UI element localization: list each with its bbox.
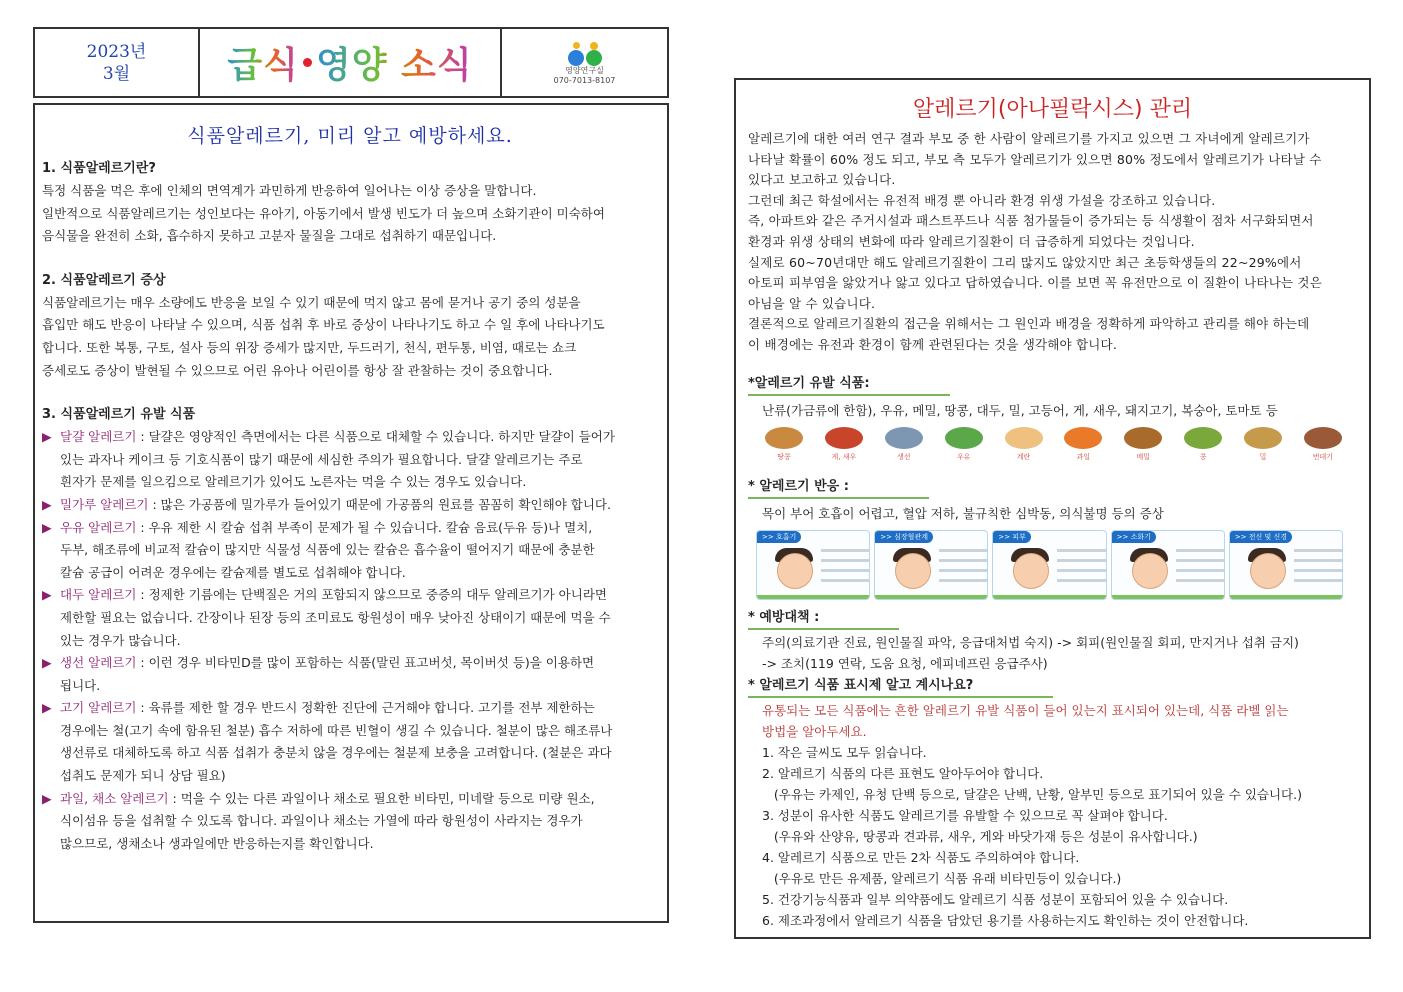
allergy-item-text: 섭취도 문제가 되니 상담 필요) xyxy=(60,768,226,784)
paragraph-line: 일반적으로 식품알레르기는 성인보다는 유아기, 아동기에서 발생 빈도가 더 높으며 소화기관이 미숙하여 xyxy=(42,205,605,221)
child-illustration-icon xyxy=(1250,553,1286,589)
left-title: 식품알레르기, 미리 알고 예방하세요. xyxy=(187,125,513,147)
food-image-icon xyxy=(825,427,863,449)
symptom-card xyxy=(1111,530,1225,600)
intro-line: 있다고 보고하고 있습니다. xyxy=(748,172,896,188)
label-warning-line: 방법을 알아두세요. xyxy=(762,723,867,739)
food-label: 번데기 xyxy=(1312,452,1334,461)
prevention-body xyxy=(748,632,1357,674)
food-label: 계란 xyxy=(1016,452,1031,461)
intro-line: 결론적으로 알레르기질환의 접근을 위해서는 그 원인과 배경을 정확하게 파악하고 관리를 해야 하는데 xyxy=(748,316,1310,332)
symptom-text-line xyxy=(1057,579,1106,582)
food-label: 생선 xyxy=(896,452,911,461)
card-underline xyxy=(875,595,987,599)
intro-line: 나타날 확률이 60% 정도 되고, 부모 측 모두가 알레르기가 있으면 80% 정도에서 알레르기가 나타날 수 xyxy=(748,151,1322,167)
symptom-text-line xyxy=(1176,569,1225,572)
food-item xyxy=(1000,427,1048,471)
allergy-item-label: 우유 알레르기 xyxy=(60,519,137,535)
symptom-text-line xyxy=(939,579,988,582)
symptom-text-line xyxy=(1294,569,1343,572)
symptom-card-tag: >> 호흡기 xyxy=(757,531,801,543)
symptom-card-tag: >> 전신 및 신경 xyxy=(1230,531,1292,543)
allergy-item-text: : 육류를 제한 할 경우 반드시 정확한 진단에 근거해야 합니다. 고기를 전부 제한하는 xyxy=(136,700,595,716)
symptom-text-line xyxy=(821,569,870,572)
allergy-item-text: 경우에는 철(고기 속에 함유된 철분) 흡수 저하에 따른 빈혈이 생길 수 있습니다. 철분이 많은 해조류나 xyxy=(60,722,613,738)
food-item xyxy=(1299,427,1347,471)
label-warning-line: 유통되는 모든 식품에는 흔한 알레르기 유발 식품이 들어 있는지 표시되어 있는데, 식품 라벨 읽는 xyxy=(762,702,1289,718)
symptom-illustrations xyxy=(756,530,1343,600)
right-title: 알레르기(아나필락시스) 관리 xyxy=(912,97,1193,122)
paragraph-line: 증세로도 증상이 발현될 수 있으므로 어린 유아나 어린이를 항상 잘 관찰하는 것이 중요합니다. xyxy=(42,362,553,378)
symptom-text-line xyxy=(939,569,988,572)
allergy-item xyxy=(42,426,658,494)
logo-icon xyxy=(568,40,602,66)
food-item xyxy=(1239,427,1287,471)
section-1-heading: 1. 식품알레르기란? xyxy=(42,161,156,176)
allergy-item xyxy=(42,697,658,787)
child-illustration-icon xyxy=(777,553,813,589)
paragraph-line: 음식물을 완전히 소화, 흡수하지 못하고 고분자 물질을 그대로 섭취하기 때문입니다. xyxy=(42,228,497,244)
reaction-heading: * 알레르기 반응 : xyxy=(748,477,929,499)
symptom-text-line xyxy=(939,549,988,552)
allergy-item-text: : 우유 제한 시 칼슘 섭취 부족이 문제가 될 수 있습니다. 칼슘 음료(두유 등)나 멸치, xyxy=(136,519,593,535)
label-tip-line: (우유와 산양유, 땅콩과 견과류, 새우, 게와 바닷가재 등은 성분이 유사합니다.) xyxy=(762,828,1198,844)
logo xyxy=(502,29,667,96)
food-label: 과일 xyxy=(1076,452,1091,461)
newsletter-header xyxy=(33,27,669,98)
title-dot-icon xyxy=(303,58,312,67)
allergy-item-text: 칼슘 공급이 어려운 경우에는 칼슘제를 별도로 섭취해야 합니다. xyxy=(60,564,406,580)
reaction-text: 목이 부어 호흡이 어렵고, 혈압 저하, 불규칙한 심박동, 의식불명 등의 증상 xyxy=(762,505,1164,521)
symptom-text-line xyxy=(1176,579,1225,582)
symptom-card xyxy=(756,530,870,600)
food-item xyxy=(940,427,988,471)
symptom-text-line xyxy=(1294,579,1343,582)
allergy-item-label: 밀가루 알레르기 xyxy=(60,496,149,512)
food-item xyxy=(1179,427,1227,471)
symptom-text-line xyxy=(939,559,988,562)
symptom-card xyxy=(874,530,988,600)
card-underline xyxy=(993,595,1105,599)
food-image-icon xyxy=(1064,427,1102,449)
allergy-item-text: : 정제한 기름에는 단백질은 거의 포함되지 않으므로 중증의 대두 알레르기가 아니라면 xyxy=(136,587,607,603)
bullet-marker-icon: ▶ xyxy=(42,587,52,603)
symptom-text-line xyxy=(1176,549,1225,552)
food-allergy-panel xyxy=(33,103,669,923)
food-item xyxy=(1119,427,1167,471)
logo-phone: 070-7013-8107 xyxy=(553,75,616,85)
paragraph-line: 특정 식품을 먹은 후에 인체의 면역계가 과민하게 반응하여 일어나는 이상 증상을 말합니다. xyxy=(42,183,537,198)
issue-year: 2023년 xyxy=(86,41,147,62)
child-illustration-icon xyxy=(1132,553,1168,589)
allergy-item xyxy=(42,494,658,517)
allergy-item-text: 많으므로, 생채소나 생과일에만 반응하는지를 확인합니다. xyxy=(60,835,374,851)
label-tips-list xyxy=(748,742,1357,931)
section-2-heading: 2. 식품알레르기 증상 xyxy=(42,272,166,288)
label-tip-line: (우유는 카제인, 유청 단백 등으로, 달걀은 난백, 난황, 알부민 등으로 표기되어 있을 수 있습니다.) xyxy=(762,786,1302,802)
section-1-body xyxy=(42,180,658,248)
allergy-item-text: 됩니다. xyxy=(60,677,101,693)
bullet-marker-icon: ▶ xyxy=(42,519,52,535)
symptom-text-line xyxy=(1057,569,1106,572)
symptom-text-line xyxy=(821,559,870,562)
child-illustration-icon xyxy=(1013,553,1049,589)
label-tip-line: 1. 작은 글씨도 모두 읽습니다. xyxy=(762,744,927,760)
food-image-icon xyxy=(945,427,983,449)
food-image-icon xyxy=(1304,427,1342,449)
anaphylaxis-panel xyxy=(734,78,1371,939)
allergy-item xyxy=(42,788,658,856)
allergy-item-text: 식이섬유 등을 섭취할 수 있도록 합니다. 과일이나 채소는 가열에 따라 항원성이 사라지는 경우가 xyxy=(60,813,583,829)
food-item xyxy=(1059,427,1107,471)
food-label: 콩 xyxy=(1199,452,1207,461)
label-tip-line: 3. 성분이 유사한 식품도 알레르기를 유발할 수 있으므로 꼭 살펴야 합니다. xyxy=(762,807,1168,823)
bullet-marker-icon: ▶ xyxy=(42,790,52,806)
card-underline xyxy=(757,595,869,599)
allergy-item-text: : 달걀은 영양적인 측면에서는 다른 식품으로 대체할 수 있습니다. 하지만 달걀이 들어가 xyxy=(136,429,615,445)
bullet-marker-icon: ▶ xyxy=(42,655,52,671)
food-image-icon xyxy=(1244,427,1282,449)
label-tip-line: 6. 제조과정에서 알레르기 식품을 담았던 용기를 사용하는지도 확인하는 것이 안전합니다. xyxy=(762,912,1249,928)
label-warning xyxy=(748,700,1357,742)
symptom-text-line xyxy=(1294,559,1343,562)
allergy-item-label: 대두 알레르기 xyxy=(60,587,137,603)
allergy-item-label: 과일, 채소 알레르기 xyxy=(60,790,169,806)
allergy-item xyxy=(42,584,658,652)
food-image-icon xyxy=(1184,427,1222,449)
symptom-card-tag: >> 피부 xyxy=(993,531,1030,543)
intro-line: 아토피 피부염을 앓았거나 앓고 있다고 답하였습니다. 이를 보면 꼭 유전만으로 이 질환이 나타나는 것은 xyxy=(748,275,1322,291)
intro-line: 실제로 60~70년대만 해도 알레르기질환이 그리 많지도 않았지만 최근 초등학생들의 22~29%에서 xyxy=(748,254,1302,270)
child-illustration-icon xyxy=(895,553,931,589)
allergy-item-label: 고기 알레르기 xyxy=(60,700,137,716)
food-label: 땅콩 xyxy=(777,452,791,461)
symptom-text-line xyxy=(1176,559,1225,562)
intro-line: 그런데 최근 학설에서는 유전적 배경 뿐 아니라 환경 위생 가설을 강조하고 있습니다. xyxy=(748,192,1216,208)
label-tip-line: 2. 알레르기 식품의 다른 표현도 알아두어야 합니다. xyxy=(762,765,1044,781)
food-images-row xyxy=(760,427,1347,471)
label-heading: * 알레르기 식품 표시제 알고 계시나요? xyxy=(748,676,1053,698)
symptom-text-line xyxy=(821,579,870,582)
symptom-card-tag: >> 심장혈관계 xyxy=(875,531,933,543)
food-image-icon xyxy=(1124,427,1162,449)
allergy-item-text: : 먹을 수 있는 다른 과일이나 채소로 필요한 비타민, 미네랄 등으로 미량 원소, xyxy=(168,790,595,806)
food-image-icon xyxy=(1005,427,1043,449)
symptom-text-line xyxy=(821,549,870,552)
bullet-marker-icon: ▶ xyxy=(42,496,52,512)
foods-text: 난류(가금류에 한함), 우유, 메밀, 땅콩, 대두, 밀, 고등어, 게, 새우, 돼지고기, 복숭아, 토마토 등 xyxy=(762,402,1278,418)
intro-line: 이 배경에는 유전과 환경이 함께 관련된다는 것을 생각해야 합니다. xyxy=(748,336,1117,352)
allergy-item-text: 흰자가 문제를 일으킴으로 알레르기가 있어도 노른자는 먹을 수 있는 경우도 있습니다. xyxy=(60,474,527,490)
allergy-item xyxy=(42,652,658,697)
intro-line: 즉, 아파트와 같은 주거시설과 패스트푸드나 식품 첨가물들이 증가되는 등 식생활이 점차 서구화되면서 xyxy=(748,213,1314,229)
food-item xyxy=(760,427,808,471)
intro-line: 아님을 알 수 있습니다. xyxy=(748,295,876,311)
paragraph-line: 흡입만 해도 반응이 나타날 수 있으며, 식품 섭취 후 바로 증상이 나타나기도 하고 수 일 후에 나타나기도 xyxy=(42,317,605,333)
symptom-text-line xyxy=(1057,549,1106,552)
title-part1: 급식 xyxy=(227,37,299,88)
allergy-item-text: 두부, 해조류에 비교적 칼슘이 많지만 식물성 식품에 있는 칼슘은 흡수율이 떨어지기 때문에 충분한 xyxy=(60,542,595,558)
intro-line: 환경과 위생 상태의 변화에 따라 알레르기질환이 더 급증하게 되었다는 것입니다. xyxy=(748,233,1195,249)
prevention-heading: * 예방대책 : xyxy=(748,608,899,630)
symptom-card-tag: >> 소화기 xyxy=(1112,531,1156,543)
allergy-item xyxy=(42,517,658,585)
bullet-marker-icon: ▶ xyxy=(42,429,52,445)
bullet-marker-icon: ▶ xyxy=(42,700,52,716)
symptom-text-line xyxy=(1057,559,1106,562)
allergy-item-text: : 이런 경우 비타민D를 많이 포함하는 식품(말린 표고버섯, 목이버섯 등)을 이용하면 xyxy=(136,655,595,671)
issue-month: 3월 xyxy=(102,63,131,84)
allergy-item-text: : 많은 가공품에 밀가루가 들어있기 때문에 가공품의 원료를 꼼꼼히 확인해야 합니다. xyxy=(148,496,611,512)
foods-heading: *알레르기 유발 식품: xyxy=(748,374,950,396)
prevention-line: -> 조치(119 연락, 도움 요청, 에피네프린 응급주사) xyxy=(762,655,1048,671)
section-2-body xyxy=(42,292,658,382)
food-item xyxy=(820,427,868,471)
card-underline xyxy=(1112,595,1224,599)
symptom-text-line xyxy=(1294,549,1343,552)
allergy-item-text: 있는 경우가 많습니다. xyxy=(60,632,181,648)
food-label: 게, 새우 xyxy=(831,452,857,461)
intro-line: 알레르기에 대한 여러 연구 결과 부모 중 한 사람이 알레르기를 가지고 있으면 그 자녀에게 알레르기가 xyxy=(748,131,1310,146)
card-underline xyxy=(1230,595,1342,599)
food-label: 우유 xyxy=(956,452,971,461)
issue-date xyxy=(35,29,200,96)
symptom-card xyxy=(992,530,1106,600)
title-part2: 영양 소식 xyxy=(316,37,473,88)
paragraph-line: 식품알레르기는 매우 소량에도 반응을 보일 수 있기 때문에 먹지 않고 몸에 묻거나 공기 중의 성분을 xyxy=(42,294,581,310)
allergy-item-label: 생선 알레르기 xyxy=(60,655,137,671)
food-item xyxy=(880,427,928,471)
allergy-item-label: 달걀 알레르기 xyxy=(60,429,137,445)
section-3-heading: 3. 식품알레르기 유발 식품 xyxy=(42,407,196,423)
intro-text xyxy=(748,129,1357,356)
label-tip-line: 4. 알레르기 식품으로 만든 2차 식품도 주의하여야 합니다. xyxy=(762,849,1080,865)
logo-label: 영양연구실 xyxy=(565,65,604,75)
food-label: 밀 xyxy=(1259,452,1267,461)
paragraph-line: 합니다. 또한 복통, 구토, 설사 등의 위장 증세가 많지만, 두드러기, 천식, 편두통, 비염, 때로는 쇼크 xyxy=(42,339,577,355)
symptom-card xyxy=(1229,530,1343,600)
food-image-icon xyxy=(885,427,923,449)
allergy-item-text: 제한할 필요는 없습니다. 간장이나 된장 등의 조미료도 항원성이 매우 낮아진 상태이기 때문에 먹을 수 xyxy=(60,609,611,625)
label-tip-line: (우유로 만든 유제품, 알레르기 식품 유래 비타민등이 있습니다.) xyxy=(762,870,1122,886)
allergy-item-text: 생선류로 대체하도록 하고 식품 섭취가 충분치 않을 경우에는 철분제 보충을 고려합니다. (철분은 과다 xyxy=(60,745,612,761)
label-tip-line: 5. 건강기능식품과 일부 의약품에도 알레르기 식품 성분이 포함되어 있을 수 있습니다. xyxy=(762,891,1229,907)
newsletter-title xyxy=(200,29,502,96)
allergy-item-text: 있는 과자나 케이크 등 기호식품이 많기 때문에 세심한 주의가 필요합니다. 달걀 알레르기는 주로 xyxy=(60,451,583,467)
allergy-food-list xyxy=(42,426,658,855)
food-label: 메밀 xyxy=(1136,452,1151,461)
prevention-line: 주의(의료기관 진료, 원인물질 파악, 응급대처법 숙지) -> 회피(원인물질 회피, 만지거나 섭취 금지) xyxy=(762,634,1299,650)
food-image-icon xyxy=(765,427,803,449)
